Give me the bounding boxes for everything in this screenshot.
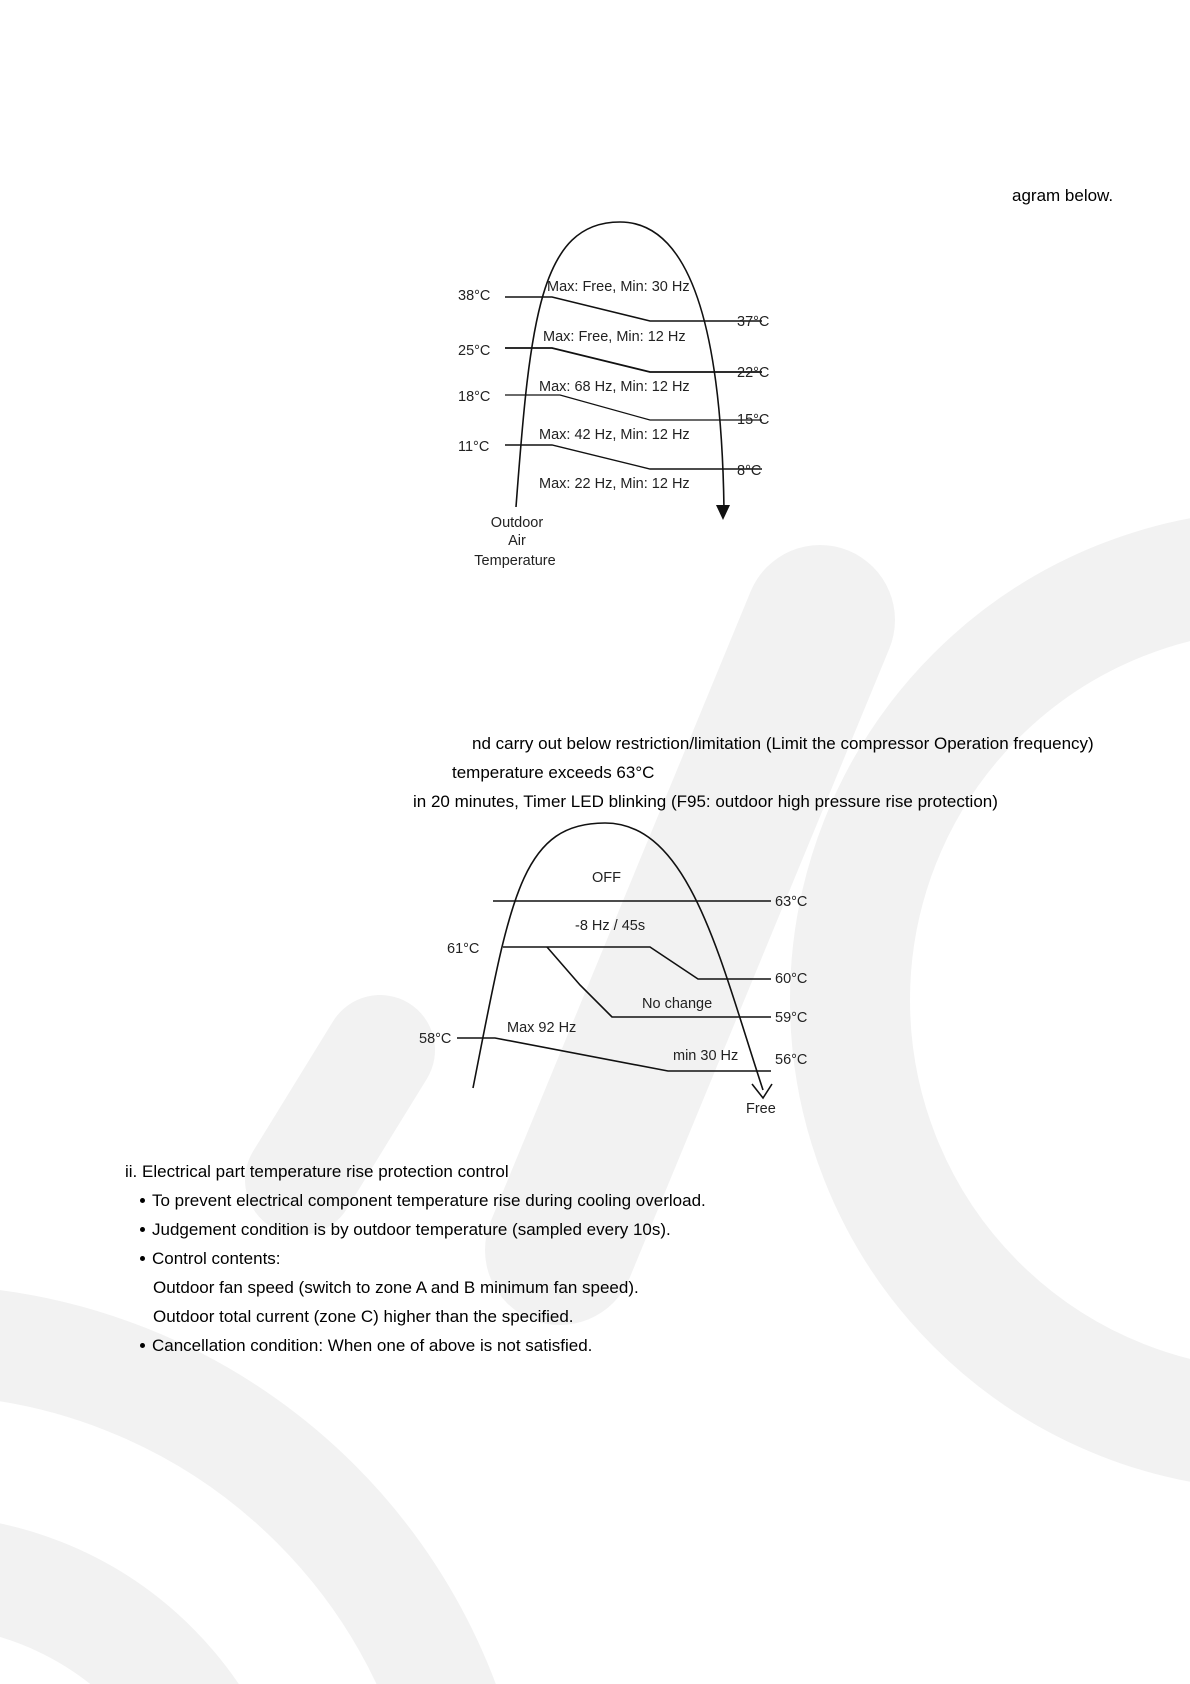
d2-right-label: 56°C	[775, 1052, 808, 1068]
d2-bottom-label: Free	[746, 1101, 776, 1117]
d2-zone-label: No change	[642, 996, 713, 1012]
d1-zone-label: Max: 22 Hz, Min: 12 Hz	[539, 476, 690, 492]
d2-right-label: 63°C	[775, 894, 808, 910]
d2-zone-label: min 30 Hz	[673, 1048, 739, 1064]
section-heading: ii. Electrical part temperature rise protection control	[125, 1162, 509, 1181]
d2-right-label: 59°C	[775, 1010, 808, 1026]
d2-zone-label: OFF	[592, 870, 621, 886]
d2-left-label: 61°C	[447, 941, 480, 957]
d1-zone-label: Max: 42 Hz, Min: 12 Hz	[539, 427, 690, 443]
d2-left-label: 58°C	[419, 1031, 452, 1047]
d2-right-label: 60°C	[775, 971, 808, 987]
d1-zone-label: Max: 68 Hz, Min: 12 Hz	[539, 379, 690, 395]
d1-right-label: 22°C	[737, 365, 770, 381]
d1-zone-label: Max: Free, Min: 30 Hz	[547, 279, 690, 295]
bullet-dot	[140, 1256, 145, 1261]
d2-zone-label: -8 Hz / 45s	[575, 918, 646, 934]
d1-axis-label: Air	[508, 533, 526, 549]
bullet-item: Cancellation condition: When one of above is not satisfied.	[140, 1336, 592, 1356]
bullet-dot	[140, 1343, 145, 1348]
bullet-dot	[140, 1227, 145, 1232]
sub-item: Outdoor total current (zone C) higher than the specified.	[153, 1307, 574, 1326]
boundary-61-60	[503, 947, 771, 979]
middle-text-line: nd carry out below restriction/limitation (Limit the compressor Operation frequency)	[472, 734, 1094, 753]
d2-zone-label: Max 92 Hz	[507, 1020, 577, 1036]
bullet-item: Judgement condition is by outdoor temperature (sampled every 10s).	[140, 1220, 671, 1240]
d1-right-label: 37°C	[737, 314, 770, 330]
bullet-item: To prevent electrical component temperature rise during cooling overload.	[140, 1191, 706, 1211]
d1-right-label: 15°C	[737, 412, 770, 428]
d1-left-label: 25°C	[458, 343, 491, 359]
d1-left-label: 11°C	[458, 439, 490, 455]
sub-item: Outdoor fan speed (switch to zone A and B minimum fan speed).	[153, 1278, 639, 1297]
middle-text-line: temperature exceeds 63°C	[452, 763, 655, 782]
d1-right-label: 8°C	[737, 463, 762, 479]
d1-axis-label: Outdoor	[490, 515, 544, 531]
top-text-fragment: agram below.	[1012, 186, 1114, 205]
bullet-dot	[140, 1198, 145, 1203]
d1-zone-label: Max: Free, Min: 12 Hz	[543, 329, 686, 345]
middle-text-line: in 20 minutes, Timer LED blinking (F95: outdoor high pressure rise protection)	[413, 792, 998, 811]
bullet-item: Control contents:	[140, 1249, 281, 1269]
d1-left-label: 18°C	[458, 389, 491, 405]
d1-axis-label: Temperature	[474, 553, 556, 569]
d1-left-label: 38°C	[458, 288, 491, 304]
